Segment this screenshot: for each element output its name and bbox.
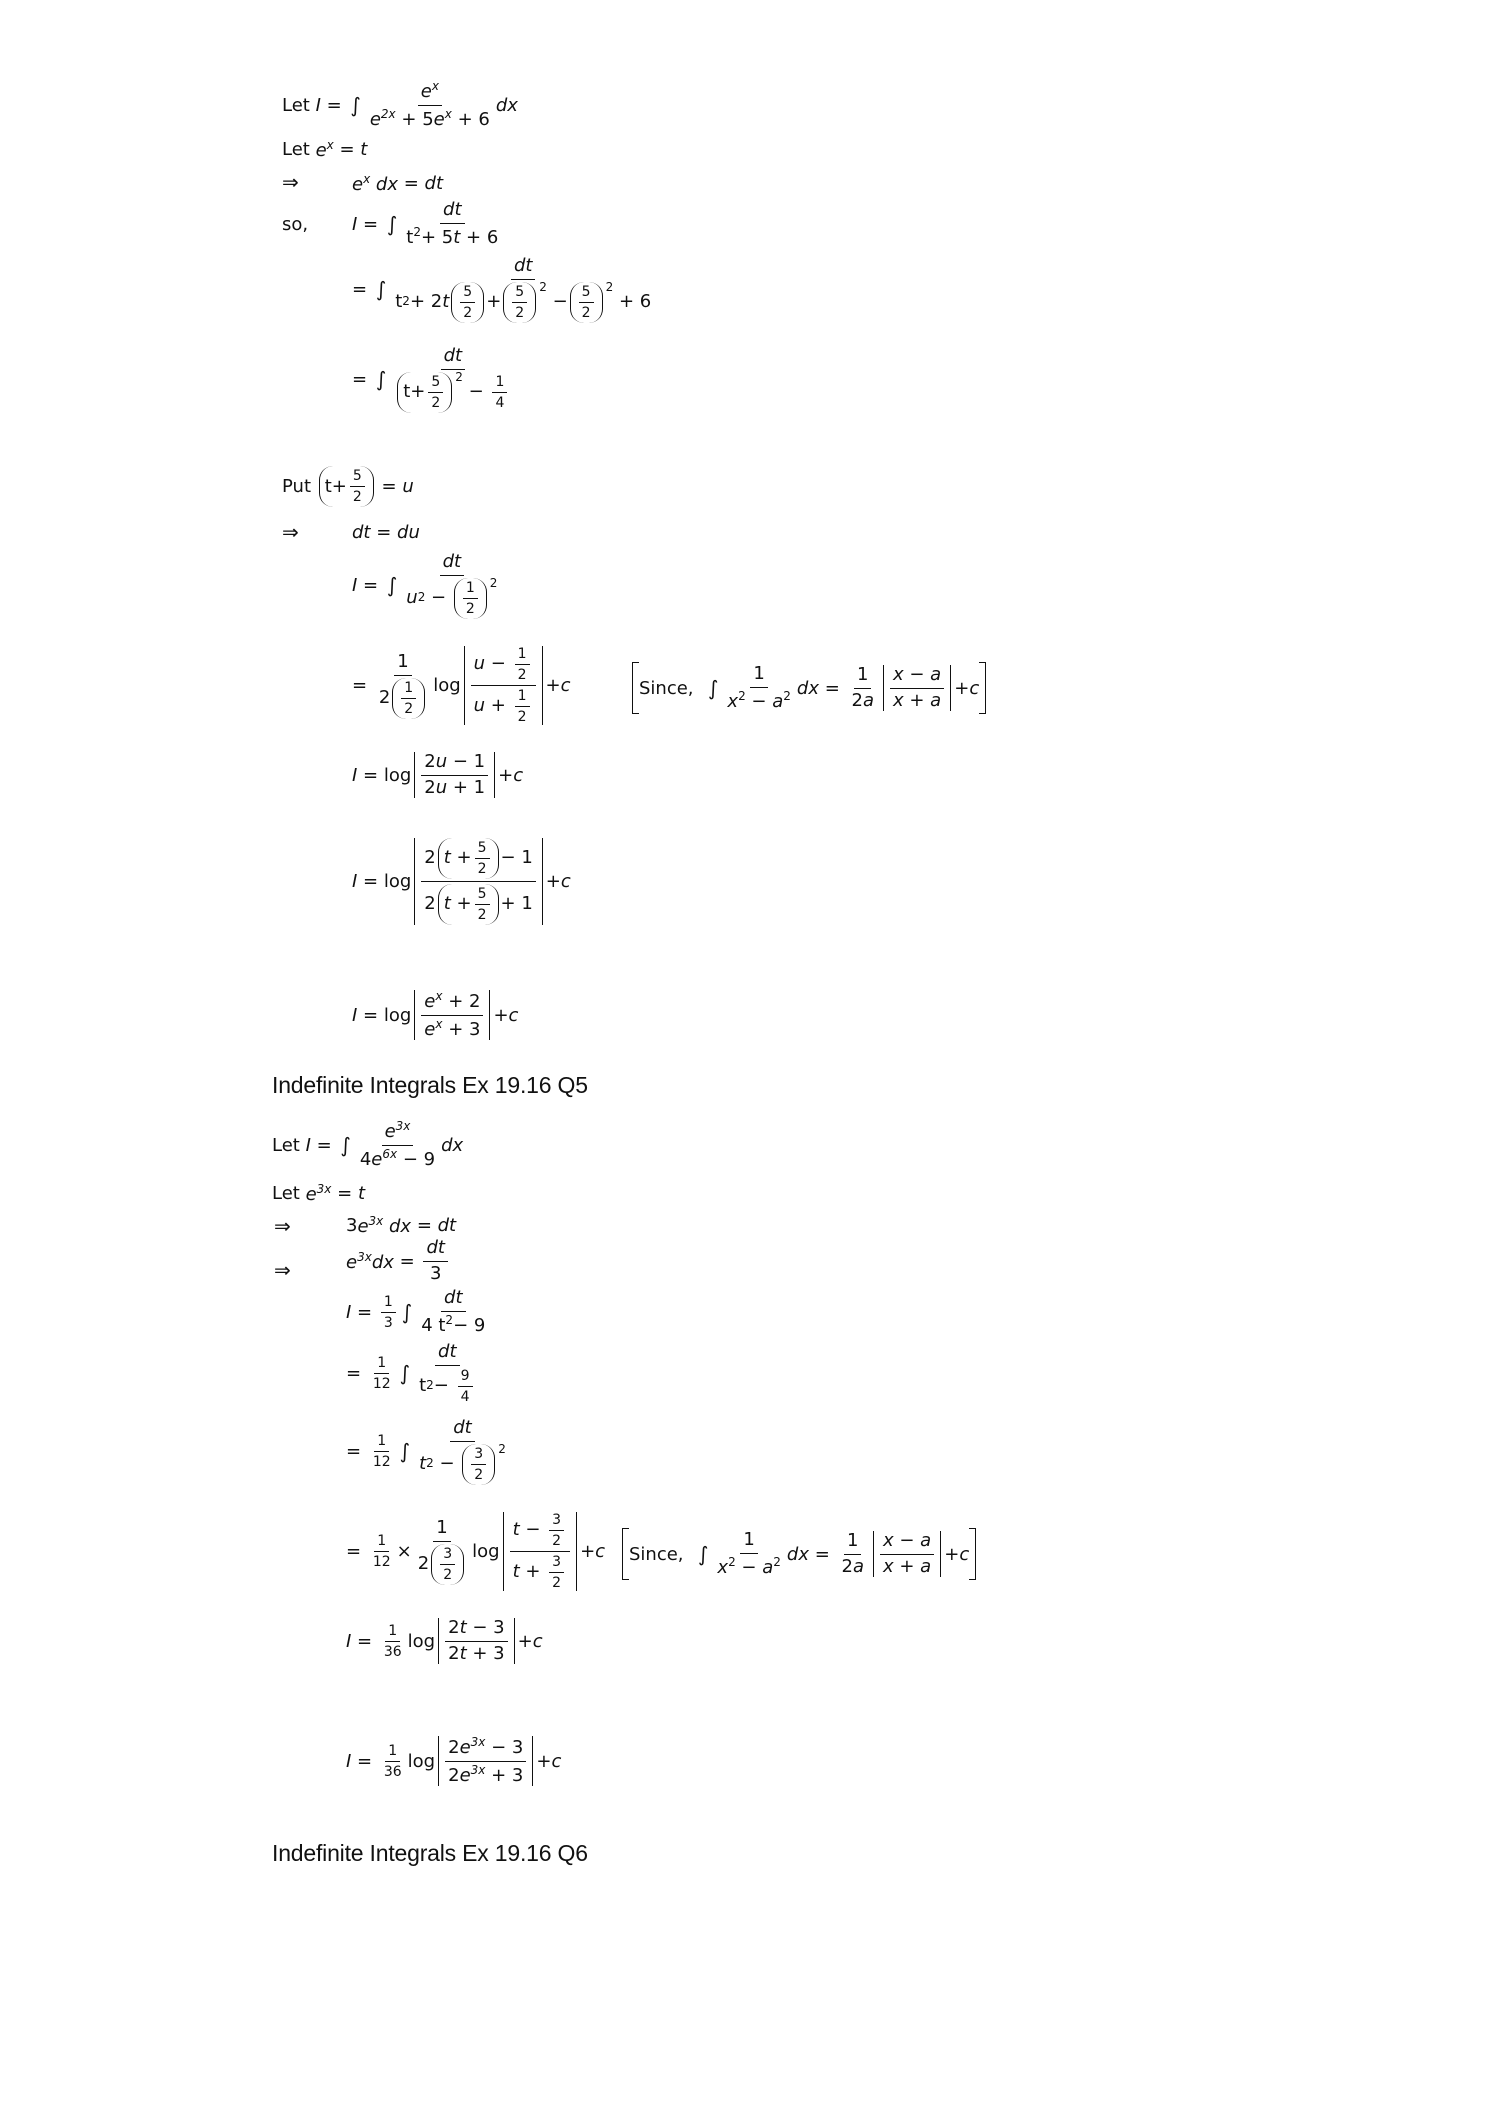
let-label: Let bbox=[272, 1134, 300, 1156]
q4-line-let-sub: Let $e^x$ = t bbox=[282, 138, 368, 161]
implies-arrow: ⇒ bbox=[274, 1214, 291, 1238]
q4-line-I-dt: I = ∫ $\frac{dt}{t^2+ 5t + 6}$ bbox=[352, 199, 499, 248]
q4-line-final: I = log $\frac{e^x + 2}{e^x + 3}$ + c bbox=[352, 989, 519, 1040]
heading-q6: Indefinite Integrals Ex 19.16 Q6 bbox=[272, 1840, 588, 1866]
q4-line-log-formula: = 1 2 $\frac{1}{2}$ log u − $\frac{1}{2}$ u + $\frac{1}{2}$ + c bbox=[352, 646, 571, 726]
let-label: Let bbox=[282, 94, 310, 116]
q5-line-final: I = $\frac{1}{36}$ log $\frac{2e^{3x} - 3}{2e^{3x} + 3}$ + c bbox=[346, 1735, 562, 1786]
q4-line-complete-square: = ∫ dt t 2 + 2 t $\frac{5}{2}$ + $\frac{5}{2}$ 2 − $\frac{5}{2}$ 2 + 6 bbox=[352, 256, 657, 323]
q4-line-log-u: I = log $\frac{2u - 1}{2u + 1}$ + c bbox=[352, 751, 524, 798]
q4-line-put: Put t+ $\frac{5}{2}$ = u bbox=[282, 466, 414, 507]
since-label: Since, bbox=[639, 677, 694, 699]
q4-line-dt-du: dt = du bbox=[352, 522, 420, 543]
q5-line-let-integral: Let I = ∫ $\frac{e^{3x}}{4e^{6x} - 9}$ dx bbox=[272, 1119, 464, 1170]
let-label: Let bbox=[272, 1183, 300, 1204]
implies-arrow: ⇒ bbox=[282, 170, 299, 194]
heading-q5: Indefinite Integrals Ex 19.16 Q5 bbox=[272, 1072, 588, 1098]
q4-line-log-t: I = log 2 t + $\frac{5}{2}$ − 1 2 t + $\frac{5}{2}$ + 1 + c bbox=[352, 838, 571, 925]
q4-line-let-integral: Let I = ∫ $\frac{e^x}{e^{2x} + 5e^x + 6}$ dx bbox=[282, 79, 518, 130]
q5-line-e3x-dx: $e^{3x}dx$ = $\frac{dt}{3}$ bbox=[346, 1238, 451, 1284]
implies-arrow: ⇒ bbox=[274, 1258, 291, 1282]
q4-line-I-u: I = ∫ dt u 2 − $\frac{1}{2}$ 2 bbox=[352, 552, 503, 619]
q5-since-formula: Since, ∫ $\frac{1}{x^2 - a^2}$ dx = $\frac{1}{2a}$ $\frac{x - a}{x + a}$ + c bbox=[620, 1528, 978, 1580]
q4-line-dx: $e^x$ dx = dt bbox=[352, 172, 444, 195]
so-label: so, bbox=[282, 214, 309, 235]
let-label: Let bbox=[282, 139, 310, 160]
q5-line-let-sub: Let $e^{3x}$ = t bbox=[272, 1182, 365, 1205]
implies-arrow: ⇒ bbox=[282, 520, 299, 544]
q4-line-square-form: = ∫ dt t+ $\frac{5}{2}$ 2 − $\frac{1}{4}$ bbox=[352, 346, 516, 413]
since-label: Since, bbox=[629, 1543, 684, 1565]
q5-line-log-formula: = $\frac{1}{12}$ × 1 2 $\frac{3}{2}$ log t − $\frac{3}{2}$ t + $\frac{3}{2}$ + c bbox=[346, 1512, 606, 1592]
q5-line-twelfth: = $\frac{1}{12}$ ∫ dt t 2 − $\frac{9}{4}$ bbox=[346, 1342, 482, 1405]
q5-line-I-third: I = $\frac{1}{3}$ ∫ $\frac{dt}{4 t^2- 9}$ bbox=[346, 1287, 486, 1336]
q4-since-formula: Since, ∫ $\frac{1}{x^2 - a^2}$ dx = $\frac{1}{2a}$ $\frac{x - a}{x + a}$ + c bbox=[630, 662, 988, 714]
q5-line-log-t: I = $\frac{1}{36}$ log $\frac{2t - 3}{2t + 3}$ + c bbox=[346, 1617, 543, 1664]
put-label: Put bbox=[282, 476, 312, 498]
q5-line-dx: 3 $e^{3x}$ dx = dt bbox=[346, 1214, 457, 1237]
q5-line-square-form: = $\frac{1}{12}$ ∫ dt t 2 − $\frac{3}{2}$ 2 bbox=[346, 1418, 512, 1485]
